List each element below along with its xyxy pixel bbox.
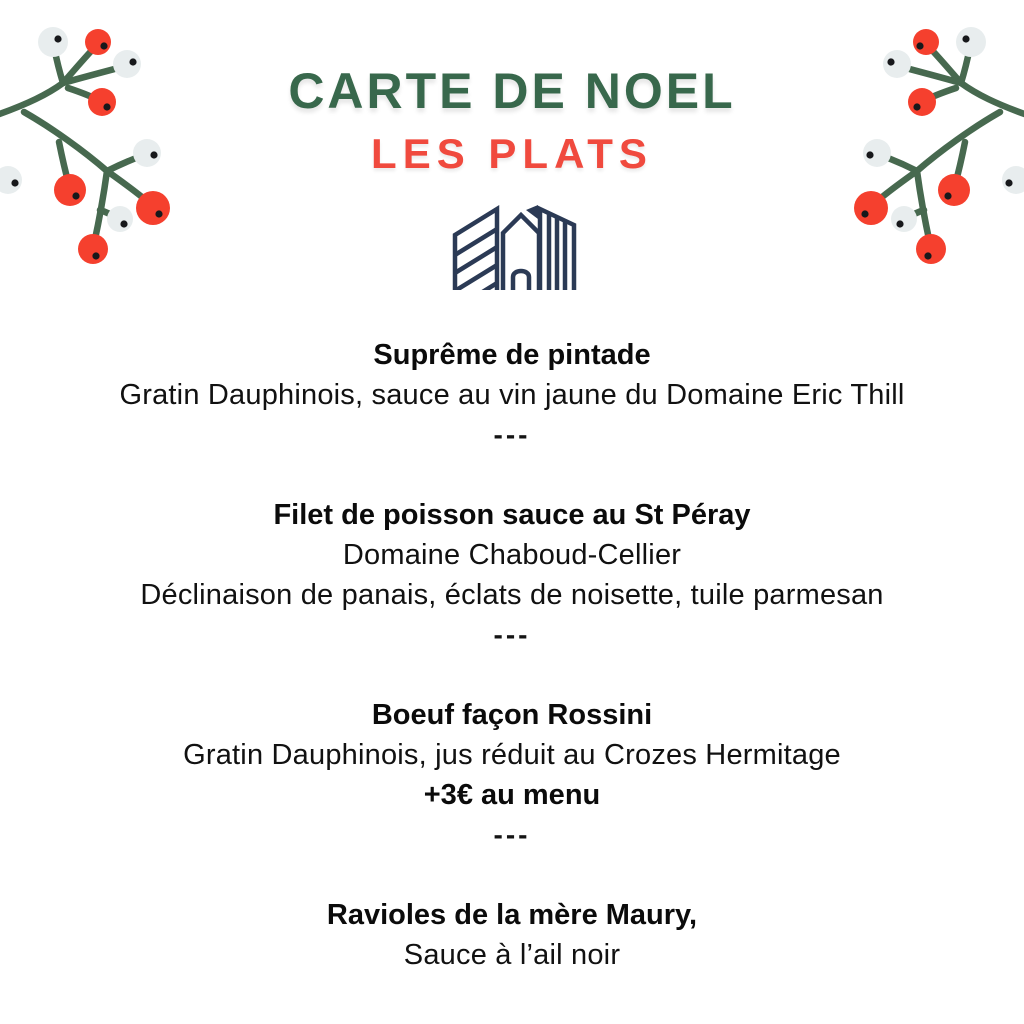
- houses-logo-icon: [448, 202, 580, 294]
- section-divider: ---: [493, 619, 531, 650]
- section-divider: ---: [493, 819, 531, 850]
- dish-description: Domaine Chaboud-Cellier: [342, 539, 682, 571]
- menu-section-ravioles: [0, 895, 1024, 975]
- dish-title: Suprême de pintade: [373, 339, 651, 371]
- dish-description: Déclinaison de panais, éclats de noisette, tuile parmesan: [140, 579, 884, 611]
- dish-title: Filet de poisson sauce au St Péray: [273, 499, 751, 531]
- menu-section-boeuf-rossini: [0, 695, 1024, 855]
- dish-price-note: +3€ au menu: [423, 779, 601, 811]
- menu-section-filet-de-poisson: [0, 495, 1024, 655]
- pennant-shape: [526, 205, 538, 219]
- dish-title: Ravioles de la mère Maury,: [326, 899, 698, 931]
- menu-list: [0, 335, 1024, 975]
- dish-description: Gratin Dauphinois, jus réduit au Crozes Hermitage: [183, 739, 841, 771]
- menu-section-supreme-de-pintade: [0, 335, 1024, 455]
- page-subtitle: LES PLATS: [371, 130, 653, 177]
- page-title: CARTE DE NOEL: [288, 63, 736, 119]
- dish-description: Sauce à l’ail noir: [403, 939, 621, 971]
- section-divider: ---: [493, 419, 531, 450]
- dish-description: Gratin Dauphinois, sauce au vin jaune du Domaine Eric Thill: [119, 379, 905, 411]
- dish-title: Boeuf façon Rossini: [371, 699, 653, 731]
